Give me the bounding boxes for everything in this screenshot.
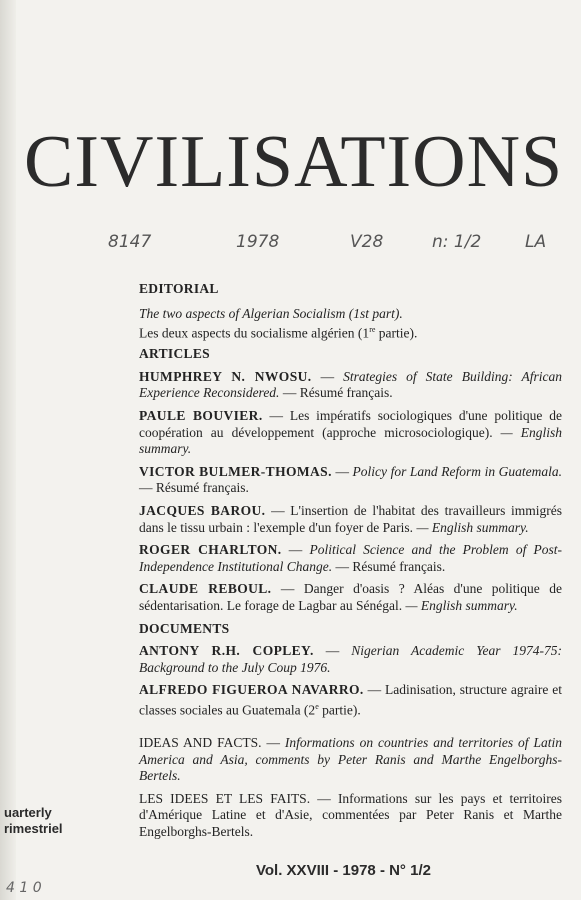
editorial-entry [139, 306, 562, 343]
editorial-heading: EDITORIAL [139, 281, 219, 296]
document-sep: — [363, 682, 385, 698]
document-author: ALFREDO FIGUEROA NAVARRO. [139, 682, 364, 698]
article-author: HUMPHREY N. NWOSU. [139, 368, 312, 384]
article-entry [139, 503, 562, 536]
ideas-sep: — [261, 735, 285, 751]
article-sep: — [311, 368, 344, 384]
article-author: PAULE BOUVIER. [139, 408, 263, 424]
article-note: — English summary. [413, 519, 529, 535]
ideas-and-facts-entry [139, 735, 562, 785]
article-author: VICTOR BULMER-THOMAS. [139, 463, 332, 479]
article-title: Strategies of State Building: African Experience Reconsidered. [139, 368, 562, 401]
article-author: ROGER CHARLTON. [139, 542, 282, 558]
article-title: L'insertion de l'habitat des travailleurs immigrés dans le tissu urbain : l'exemple d'un foyer de Paris. [139, 503, 563, 535]
journal-title: CIVILISATIONS [24, 121, 564, 203]
idees-lead: LES IDEES ET LES FAITS. [139, 790, 311, 806]
article-entry [139, 369, 562, 402]
document-title-sup: e [315, 701, 319, 711]
frequency-french: rimestriel [4, 821, 63, 836]
document-entry [139, 682, 562, 719]
editorial-fr-text: Les deux aspects du socialisme algérien (1 [139, 325, 370, 341]
article-title: Les impératifs sociologiques d'une politique de coopération au développement (approche microsociologique). [139, 408, 562, 440]
article-sep: — [271, 581, 304, 597]
article-title: Policy for Land Reform in Guatemala. [352, 463, 563, 479]
idees-et-faits-entry [139, 791, 562, 841]
article-entry [139, 542, 562, 575]
article-entry [139, 581, 562, 614]
article-title: Political Science and the Problem of Post-Independence Institutional Change. [139, 542, 563, 574]
article-entry [139, 408, 562, 458]
document-title: Nigerian Academic Year 1974-75: Background to the July Coup 1976. [139, 643, 562, 675]
ideas-text: Informations on countries and territories of Latin America and Asia, comments by Peter Ranis and Marthe Engelborghs-Bertels. [139, 735, 563, 784]
handwritten-note-1: 8147 [108, 232, 152, 252]
article-author: CLAUDE REBOUL. [139, 581, 272, 597]
article-author: JACQUES BAROU. [139, 503, 266, 519]
article-entry [139, 464, 562, 497]
article-note: — Résumé français. [139, 480, 249, 496]
handwritten-note-5: LA [525, 232, 547, 252]
article-sep: — [262, 408, 290, 424]
article-sep: — [281, 542, 310, 558]
corner-handwriting: 4 1 0 [6, 880, 42, 896]
document-title-end: partie). [318, 702, 361, 718]
document-title: Ladinisation, structure agraire et classes sociales au Guatemala (2 [139, 682, 562, 718]
article-note: — English summary. [402, 598, 518, 613]
article-sep: — [331, 463, 353, 479]
article-note: — Résumé français. [279, 385, 393, 401]
frequency-english: uarterly [4, 805, 52, 820]
documents-heading: DOCUMENTS [139, 620, 230, 636]
editorial-en: The two aspects of Algerian Socialism (1st part). [139, 305, 403, 321]
idees-sep: — [310, 790, 338, 806]
editorial-fr [139, 322, 562, 342]
handwritten-note-3: V28 [350, 232, 384, 252]
page-left-edge [0, 0, 16, 900]
editorial-fr-end: partie). [375, 325, 418, 341]
idees-text: Informations sur les pays et territoires d'Amérique Latine et d'Asie, commentées par Peter Ranis et Marthe Engelborghs-Bertels. [139, 790, 562, 840]
document-entry [139, 643, 562, 676]
document-sep: — [313, 643, 352, 659]
table-of-contents [139, 281, 562, 847]
article-title: Danger d'oasis ? Aléas d'une politique de sédentarisation. Le forage de Lagbar au Sénégal. [139, 581, 563, 613]
article-note: — Résumé français. [332, 558, 446, 574]
ideas-lead: IDEAS AND FACTS. [139, 735, 262, 751]
articles-heading: ARTICLES [139, 346, 210, 362]
handwritten-note-4: n: 1/2 [432, 232, 482, 252]
article-note: — English summary. [139, 424, 562, 457]
editorial-fr-sup: re [369, 325, 376, 335]
frequency-label [0, 805, 120, 837]
handwritten-note-2: 1978 [236, 232, 280, 252]
article-sep: — [265, 503, 291, 519]
document-author: ANTONY R.H. COPLEY. [139, 643, 314, 659]
spacer [139, 725, 562, 735]
issue-number: Vol. XXVIII - 1978 - N° 1/2 [256, 862, 431, 879]
